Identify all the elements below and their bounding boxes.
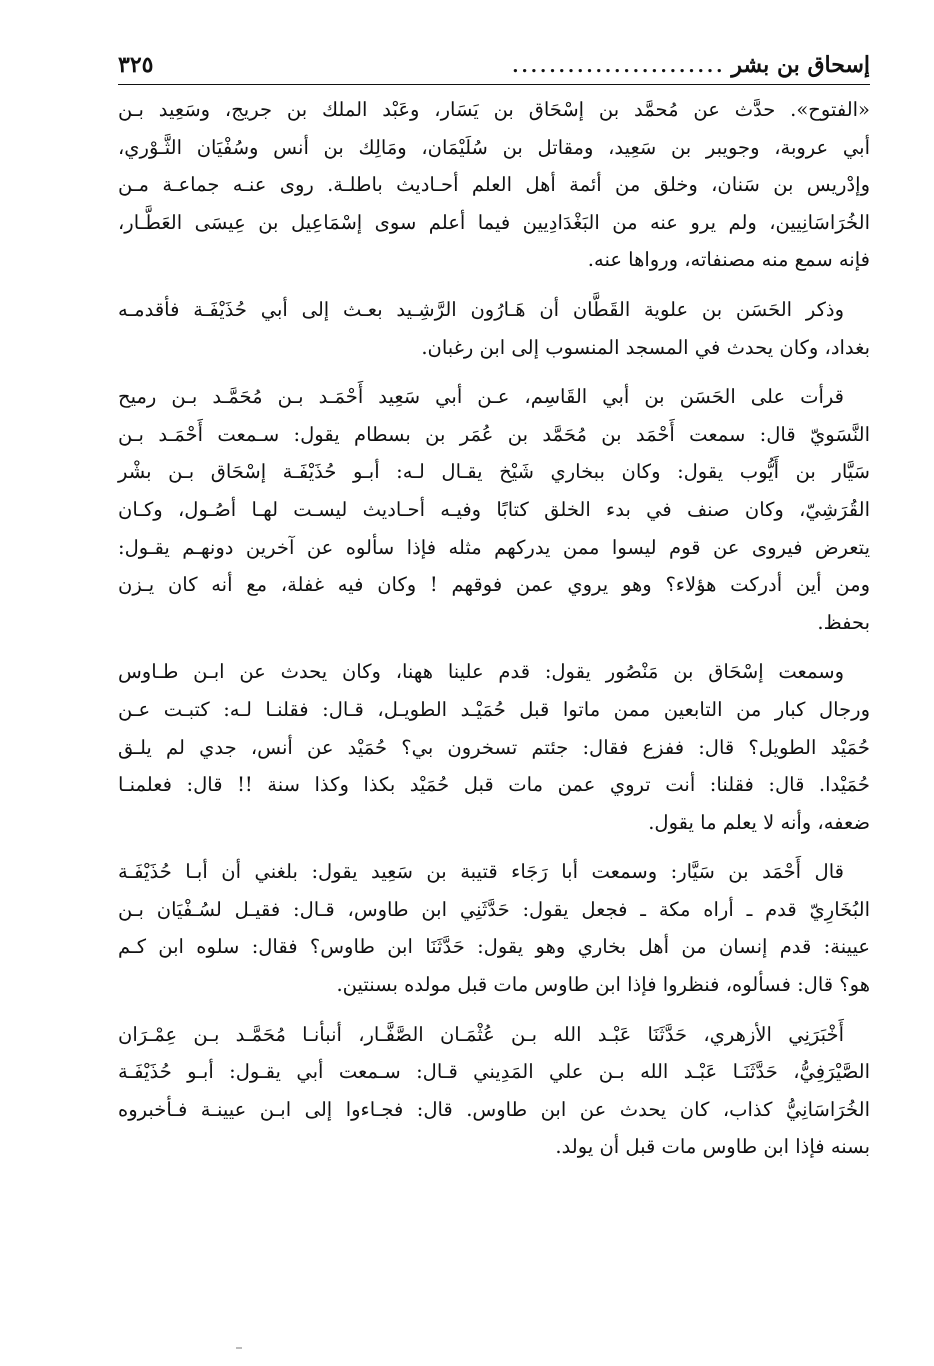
text-line: قرأت على الحَسَن بن أبي القَاسِم، عـن أبي سَعِيد أَحْمَـد بـن مُحَمَّـد بـن رميح	[118, 385, 844, 409]
text-line: ورجال كبار من التابعين ممن ماتوا قبل حُمَيْـد الطويـل، قـال: فقلنـا لـه: كتبـت عـن	[118, 697, 870, 721]
book-page	[118, 50, 870, 1178]
text-line: وسمعت إسْحَاق بن مَنْصُور يقول: قدم علينا ههنا، وكان يحدث عن ابـن طـاوس	[118, 660, 844, 684]
paragraph	[118, 853, 870, 1003]
leader-dots: .......................	[512, 56, 726, 77]
text-line: حُمَيْد الطويل؟ قال: ففزع فقال: جئتم تسخرون بي؟ حُمَيْد عن أنس، جدي لم يلـق	[118, 735, 870, 759]
text-line: بسنه فإذا ابن طاوس مات قبل أن يولد.	[555, 1135, 870, 1159]
text-line: وإدْريس بن سَنان، وخلق من أئمة أهل العلم أحـاديث باطلـة. روى عنـه جماعـة مـن	[118, 173, 870, 197]
text-line: هو؟ قال: فسألوه، فنظروا فإذا ابن طاوس مات قبل مولده بسنتين.	[336, 973, 870, 997]
paragraph	[118, 91, 870, 279]
text-line: سَيَّار بن أَيُّوب يقول: وكان ببخاري شَيْخ يقـال لـه: أبـو حُذَيْفَـة إسْحَاق بـن بشْر	[118, 460, 870, 484]
text-line: بغداد، وكان يحدث في المسجد المنسوب إلى ابن رغبان.	[421, 335, 870, 359]
text-line: وذكر الحَسَن بن علوية القَطَّان أن هَـارُون الرَّشِـيد بعـث إلى أبي حُذَيْفَـة فأقدمـه	[118, 297, 844, 321]
text-line: الخُرَاسَانِيُّ كذاب، كان يحدث عن ابن طاوس. قال: فجـاءوا إلى ابـن عيينـة فـأخبروه	[118, 1097, 870, 1121]
running-header	[118, 50, 870, 85]
running-title: إسحاق بن بشر	[731, 52, 870, 78]
body-text	[118, 91, 870, 1166]
text-line: ضعفه، وأنه لا يعلم ما يقول.	[648, 810, 870, 834]
paragraph	[118, 653, 870, 841]
text-line: بحفظ.	[817, 610, 870, 634]
text-line: القُرَشِيّ، وكان صنف في بدء الخلق كتابًا وفيـه أحـاديث ليسـت لهـا أصُـول، وكـان	[118, 497, 870, 521]
text-line: «الفتوح». حدَّث عن مُحمَّد بن إسْحَاق بن يَسَار، وعَبْد الملك بن جريج، وسَعِيد بـن	[118, 98, 870, 121]
text-line: الخُرَاسَانِيين، ولم يرو عنه من البَغْدَادِيين فيما أعلم سوى إسْمَاعِيل بن عِيسَى العَطَّـار،	[118, 210, 870, 234]
text-line: البُخَارِيّ قدم ـ أراه مكة ـ فجعل يقول: حَدَّثَنِي ابن طاوس، قـال: فقيـل لسُـفْيَان بـن	[118, 897, 870, 921]
text-line: فإنه سمع منه مصنفاته، ورواها عنه.	[587, 248, 870, 272]
text-line: ومن أين أدركت هؤلاء؟ وهو يروي عمن فوقهم ! وكان فيه غفلة، مع أنه كان يـزن	[118, 573, 870, 597]
text-line: عيينة: قدم إنسان من أهل بخاري وهو يقول: حَدَّثَنَا ابن طاوس؟ فقال: سلوه ابن كـم	[118, 935, 870, 959]
paragraph	[118, 291, 870, 366]
text-line: الصَّيْرَفِيُّ، حَدَّثَنَـا عَبْـد الله بـن علي المَدِيني قـال: سـمعت أبي يقـول: أبـو حُذَيْفَـة	[118, 1060, 870, 1084]
text-line: النَّسَويّ قال: سمعت أَحْمَد بن مُحَمَّد بن عُمَر بن بسطام يقول: سـمعت أَحْمَـد بـن	[118, 422, 870, 446]
page-number: ٣٢٥	[118, 52, 154, 78]
scan-speck	[236, 1347, 242, 1349]
paragraph	[118, 1016, 870, 1166]
text-line: حُمَيْدا. قال: فقلنا: أنت تروي عمن مات قبل حُمَيْد بكذا وكذا سنة !! قال: فعلمنـا	[118, 773, 870, 797]
paragraph	[118, 378, 870, 641]
text-line: قال أَحْمَد بن سَيَّار: وسمعت أبا رَجَاء قتيبة بن سَعِيد يقول: بلغني أن أبـا حُذَيْفَـة	[118, 860, 844, 884]
text-line: أبي عروبة، وجويبر بن سَعِيد، ومقاتل بن سُلَيْمَان، ومَالِك بن أنس وسُفْيَان الثَّـوْري،	[118, 135, 870, 159]
text-line: يتعرض فيروى عن قوم ليسوا ممن يدركهم مثله فإذا سألوه عن آخرين دونهـم يقـول:	[118, 535, 870, 559]
text-line: أَخْبَرَنِي الأزهري، حَدَّثَنَا عَبْـد الله بـن عُثْمَـان الصَّفَّـار، أنبأنـا مُحَمَّـد بـن عِمْـرَان	[118, 1022, 844, 1046]
